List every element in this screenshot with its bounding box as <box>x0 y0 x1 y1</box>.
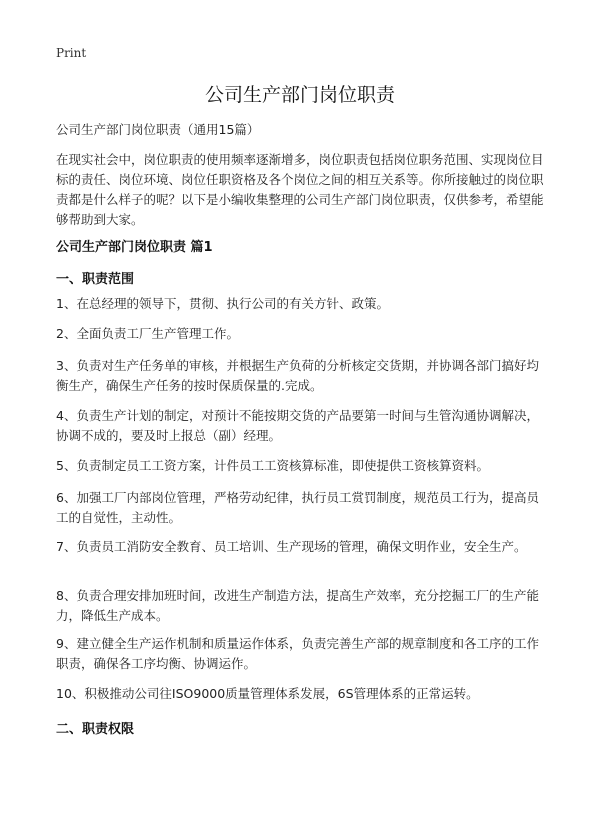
list-item: 9、建立健全生产运作机制和质量运作体系，负责完善生产部的规章制度和各工序的工作职责，确保各工序均衡、协调运作。 <box>56 636 539 671</box>
subtitle: 公司生产部门岗位职责（通用15篇） <box>56 122 260 137</box>
list-item: 2、全面负责工厂生产管理工作。 <box>56 326 239 341</box>
list-item: 6、加强工厂内部岗位管理，严格劳动纪律，执行员工赏罚制度，规范员工行为，提高员工的自觉性，主动性。 <box>56 490 539 525</box>
list-item: 3、负责对生产任务单的审核，并根据生产负荷的分析核定交货期，并协调各部门搞好均衡生产，确保生产任务的按时保质保量的.完成。 <box>56 358 539 393</box>
article-heading: 公司生产部门岗位职责 篇1 <box>56 240 213 255</box>
list-item: 4、负责生产计划的制定，对预计不能按期交货的产品要第一时间与生管沟通协调解决，协调不成的，要及时上报总（副）经理。 <box>56 408 539 443</box>
list-item: 8、负责合理安排加班时间，改进生产制造方法，提高生产效率，充分挖掘工厂的生产能力，降低生产成本。 <box>56 588 539 623</box>
section-heading-authority: 二、职责权限 <box>56 722 135 737</box>
list-item: 1、在总经理的领导下，贯彻、执行公司的有关方针、政策。 <box>56 296 389 311</box>
section-heading-scope: 一、职责范围 <box>56 272 135 287</box>
list-item: 5、负责制定员工工资方案，计件员工工资核算标准，即使提供工资核算资料。 <box>56 458 489 473</box>
page-title: 公司生产部门岗位职责 <box>204 84 395 106</box>
intro-paragraph: 在现实社会中，岗位职责的使用频率逐渐增多，岗位职责包括岗位职务范围、实现岗位目标的责任、岗位环境、岗位任职资格及各个岗位之间的相互关系等。你所接触过的岗位职责都是什么样子的呢？以下是小编收集整理的公司生产部门岗位职责，仅供参考，希望能够帮助到大家。 <box>56 152 544 227</box>
print-label: Print <box>56 46 87 60</box>
list-item: 10、积极推动公司往ISO9000质量管理体系发展，6S管理体系的正常运转。 <box>56 686 479 701</box>
list-item: 7、负责员工消防安全教育、员工培训、生产现场的管理，确保文明作业，安全生产。 <box>56 539 527 554</box>
